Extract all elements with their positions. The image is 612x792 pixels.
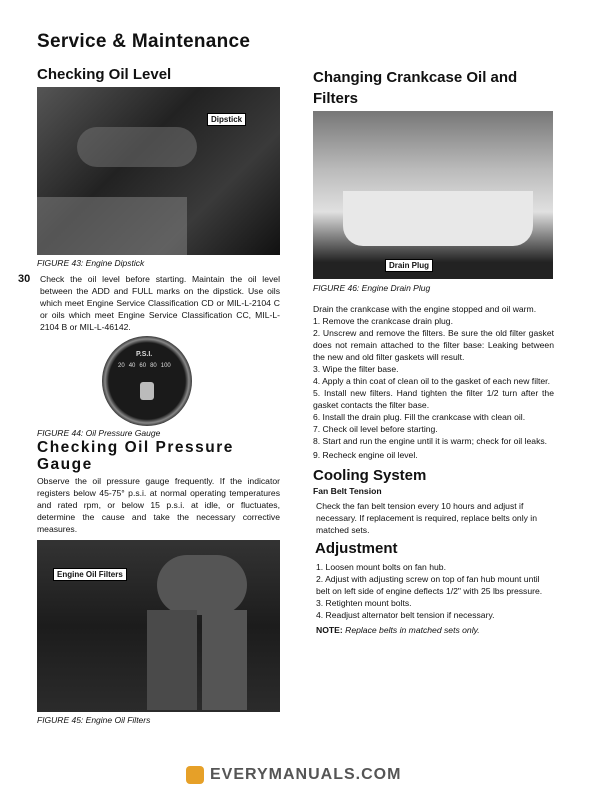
heading-adjustment: Adjustment xyxy=(315,540,398,557)
note-label: NOTE: xyxy=(316,625,343,635)
adjustment-step: 3. Retighten mount bolts. xyxy=(316,598,412,608)
dipstick-label: Dipstick xyxy=(207,113,246,126)
drain-step: 8. Start and run the engine until it is warm; check for oil leaks. xyxy=(313,436,548,446)
page-title: Service & Maintenance xyxy=(37,31,251,52)
adjustment-step: 4. Readjust alternator belt tension if necessary. xyxy=(316,610,495,620)
gauge-tick: 80 xyxy=(150,363,157,369)
figure-46-caption: FIGURE 46: Engine Drain Plug xyxy=(313,283,431,293)
drain-plug-label: Drain Plug xyxy=(385,259,433,272)
figure-43-caption: FIGURE 43: Engine Dipstick xyxy=(37,258,145,268)
drain-step: 7. Check oil level before starting. xyxy=(313,424,438,434)
drain-step: 5. Install new filters. Hand tighten the filter 1/2 turn after the gasket contacts the filter base. xyxy=(313,388,554,410)
heading-cooling-system: Cooling System xyxy=(313,467,427,484)
watermark-logo-icon xyxy=(186,766,204,784)
drain-step: 2. Unscrew and remove the filters. Be sure the old filter gasket does not remain attached to the filter base: Leaking between the new and old filter gaskets will result. xyxy=(313,328,554,362)
left-column xyxy=(18,66,280,726)
right-column xyxy=(313,67,554,635)
heading-changing-crankcase-oil: Changing Crankcase Oil and Filters xyxy=(313,69,518,107)
gauge-unit: P.S.I. xyxy=(136,351,153,358)
gauge-tick: 40 xyxy=(128,363,136,369)
page-number: 30 xyxy=(18,273,31,285)
drain-intro: Drain the crankcase with the engine stopped and oil warm. xyxy=(313,304,537,314)
drain-instructions xyxy=(313,303,554,461)
heading-checking-oil-pressure-gauge: Checking Oil Pressure Gauge xyxy=(37,439,234,473)
note-text: Replace belts in matched sets only. xyxy=(345,625,480,635)
gauge-scale xyxy=(118,363,171,369)
adjustment-step: 2. Adjust with adjusting screw on top of fan hub mount until belt on left side of engine deflects 1/2" with 25 lbs pressure. xyxy=(316,574,543,596)
engine-drain-plug-photo xyxy=(313,111,553,279)
figure-44-caption: FIGURE 44: Oil Pressure Gauge xyxy=(37,428,161,438)
oil-pressure-gauge-photo xyxy=(102,336,192,426)
subheading-fan-belt-tension: Fan Belt Tension xyxy=(313,486,382,496)
engine-oil-filters-photo xyxy=(37,540,280,712)
figure-45-caption: FIGURE 45: Engine Oil Filters xyxy=(37,715,151,725)
note xyxy=(316,625,554,635)
drain-step: 6. Install the drain plug. Fill the crankcase with clean oil. xyxy=(313,412,526,422)
engine-dipstick-photo xyxy=(37,87,280,255)
oil-pressure-paragraph: Observe the oil pressure gauge frequently. If the indicator registers below 45-75° p.s.i. at normal operating temperatures and rated rpm, or below 15 p.s.i. at idle, or fluctuates, determine the cause and take the necessary corrective measures. xyxy=(37,476,280,534)
engine-oil-filters-label: Engine Oil Filters xyxy=(53,568,127,581)
adjustment-steps xyxy=(316,561,554,621)
drain-step: 1. Remove the crankcase drain plug. xyxy=(313,316,453,326)
drain-step: 4. Apply a thin coat of clean oil to the gasket of each new filter. xyxy=(313,376,550,386)
drain-step: 9. Recheck engine oil level. xyxy=(313,450,418,460)
oil-level-paragraph: Check the oil level before starting. Maintain the oil level between the ADD and FULL marks on the dipstick. Use oils which meet Engine Service Classification CD or MIL-L-2104 C or oils which meet Engine Service Classification CC, MIL-L-2104 B or MIL-L-46142. xyxy=(40,274,280,332)
fan-belt-paragraph: Check the fan belt tension every 10 hours and adjust if necessary. If replacement is required, replace belts only in matched sets. xyxy=(316,501,537,535)
watermark: EVERYMANUALS.COM xyxy=(210,766,402,783)
adjustment-step: 1. Loosen mount bolts on fan hub. xyxy=(316,562,446,572)
gauge-tick: 60 xyxy=(139,363,147,369)
drain-step: 3. Wipe the filter base. xyxy=(313,364,399,374)
gauge-tick: 20 xyxy=(118,363,125,369)
heading-checking-oil-level: Checking Oil Level xyxy=(37,66,172,83)
gauge-tick: 100 xyxy=(160,363,171,369)
